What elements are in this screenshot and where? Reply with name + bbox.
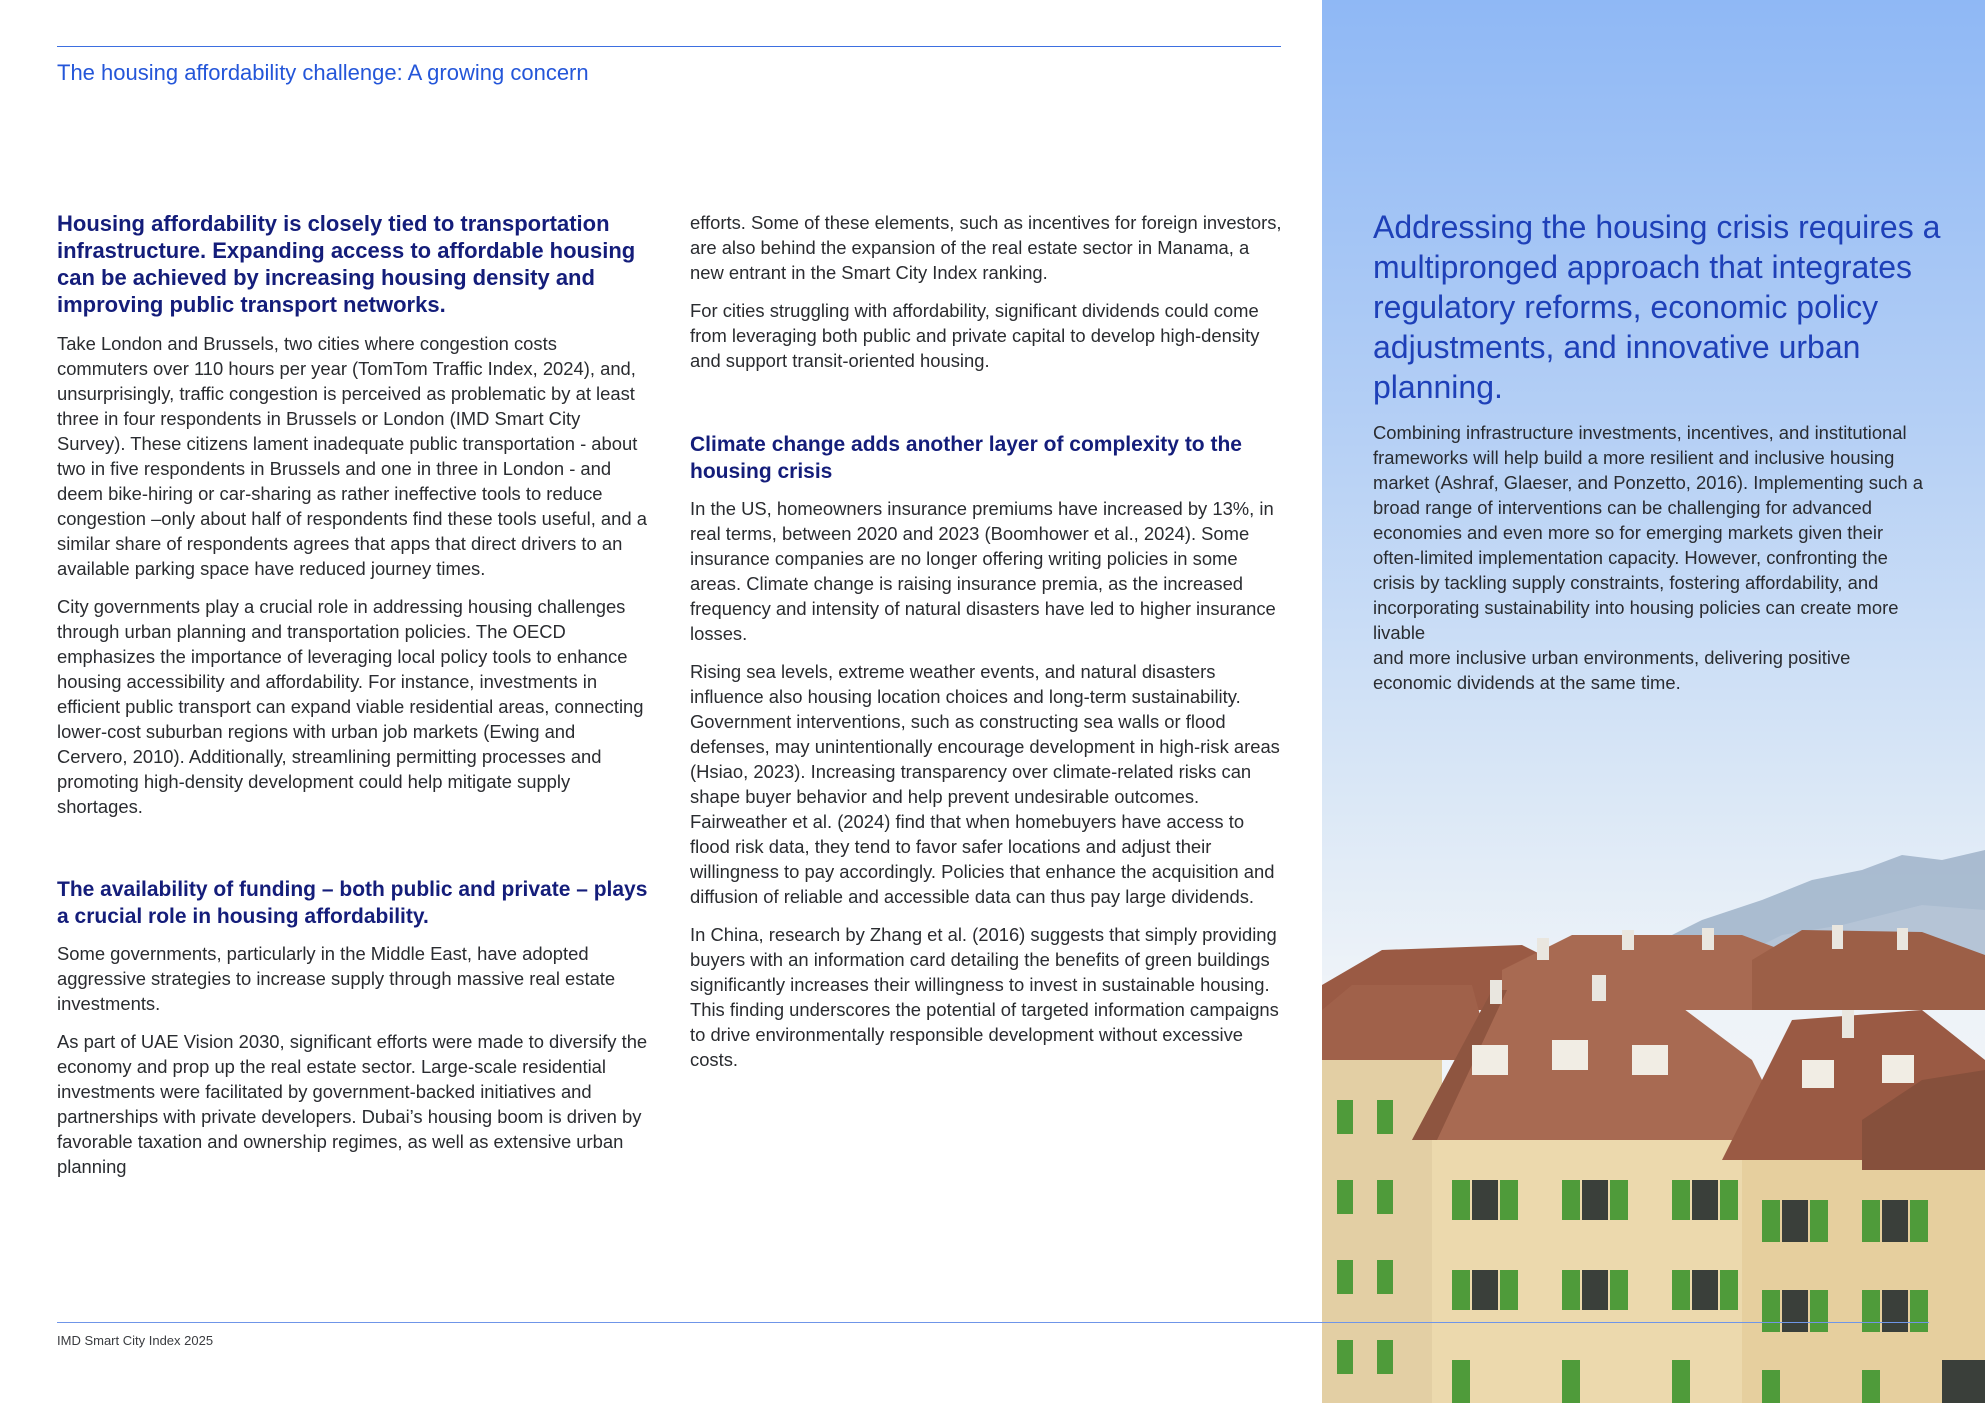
footer-rule xyxy=(57,1322,1929,1323)
paragraph-congestion: Take London and Brussels, two cities where congestion costs commuters over 110 hours per year (TomTom Traffic Index, 2024), and, unsurprisingly, traffic congestion is perceived as problematic by at least three in four respondents in Brussels or London (IMD Smart City Survey). These citizens lament inadequate public transportation - about two in five respondents in Brussels and one in three in London - and deem bike-hiring or car-sharing as rather ineffective tools to reduce congestion –only about half of respondents find these tools useful, and a similar share of respondents agrees that apps that direct drivers to an available parking space have reduced journey times. xyxy=(57,333,647,579)
pull-quote: Addressing the housing crisis requires a multipronged approach that integrates regulatory reforms, economic policy adjustments, and innovative urban planning. xyxy=(1373,209,1941,405)
paragraph-uae-vision: As part of UAE Vision 2030, significant efforts were made to diversify the economy and prop up the real estate sector. Large-scale residential investments were facilitated by government-backed initiatives and partnerships with private developers. Dubai’s housing boom is driven by favorable taxation and ownership regimes, as well as extensive urban planning xyxy=(57,1031,648,1177)
paragraph-middle-east: Some governments, particularly in the Middle East, have adopted aggressive strategies to increase supply through massive real estate investments. xyxy=(57,943,616,1014)
paragraph-manama: efforts. Some of these elements, such as incentives for foreign investors, are also behind the expansion of the real estate sector in Manama, a new entrant in the Smart City Index ranking. xyxy=(690,212,1282,283)
sidebar-panel xyxy=(1322,0,1985,1403)
column-middle xyxy=(690,210,1282,1085)
section-title: The housing affordability challenge: A growing concern xyxy=(57,60,589,85)
lead-heading: Housing affordability is closely tied to transportation infrastructure. Expanding access to affordable housing can be achieved by increasing housing density and improving public transport networks. xyxy=(57,211,636,317)
paragraph-capital: For cities struggling with affordability, significant dividends could come from leveraging both public and private capital to develop high-density and support transit-oriented housing. xyxy=(690,300,1260,371)
subheading-climate: Climate change adds another layer of complexity to the housing crisis xyxy=(690,433,1242,483)
paragraph-sea-levels: Rising sea levels, extreme weather events, and natural disasters influence also housing location choices and long-term sustainability. Government interventions, such as constructing sea walls or flood defenses, may unintentionally encourage development in high-risk areas (Hsiao, 2023). Increasing transparency over climate-related risks can shape buyer behavior and help prevent undesirable outcomes. Fairweather et al. (2024) find that when homebuyers have access to flood risk data, they tend to favor safer locations and adjust their willingness to pay accordingly. Policies that enhance the acquisition and diffusion of reliable and accessible data can thus pay large dividends. xyxy=(690,661,1280,907)
building-middle-facade xyxy=(1432,1130,1752,1403)
paragraph-china: In China, research by Zhang et al. (2016) suggests that simply providing buyers with an information card detailing the benefits of green buildings significantly increases their willingness to invest in sustainable housing. This finding underscores the potential of targeted information campaigns to drive environmentally responsible development without excessive costs. xyxy=(690,924,1279,1070)
subheading-funding: The availability of funding – both public and private – plays a crucial role in housing affordability. xyxy=(57,878,648,928)
sidebar-paragraph: Combining infrastructure investments, incentives, and institutional frameworks will help build a more resilient and inclusive housing market (Ashraf, Glaeser, and Ponzetto, 2016). Implementing such a broad range of interventions can be challenging for advanced economies and even more so for emerging markets given their often-limited implementation capacity. However, confronting the crisis by tackling supply constraints, fostering affordability, and incorporating sustainability into housing policies can create more livable and more inclusive urban environments, delivering positive economic dividends at the same time. xyxy=(1373,422,1923,693)
footer-text: IMD Smart City Index 2025 xyxy=(57,1333,214,1348)
column-left xyxy=(57,210,649,1192)
top-rule xyxy=(57,46,1281,47)
paragraph-city-governments: City governments play a crucial role in addressing housing challenges through urban planning and transportation policies. The OECD emphasizes the importance of leveraging local policy tools to enhance housing accessibility and affordability. For instance, investments in efficient public transport can expand viable residential areas, connecting lower-cost suburban regions with urban job markets (Ewing and Cervero, 2010). Additionally, streamlining permitting processes and promoting high-density development could help mitigate supply shortages. xyxy=(57,596,644,817)
paragraph-insurance: In the US, homeowners insurance premiums have increased by 13%, in real terms, between 2020 and 2023 (Boomhower et al., 2024). Some insurance companies are no longer offering writing policies in some areas. Climate change is raising insurance premia, as the increased frequency and intensity of natural disasters have led to higher insurance losses. xyxy=(690,498,1276,644)
